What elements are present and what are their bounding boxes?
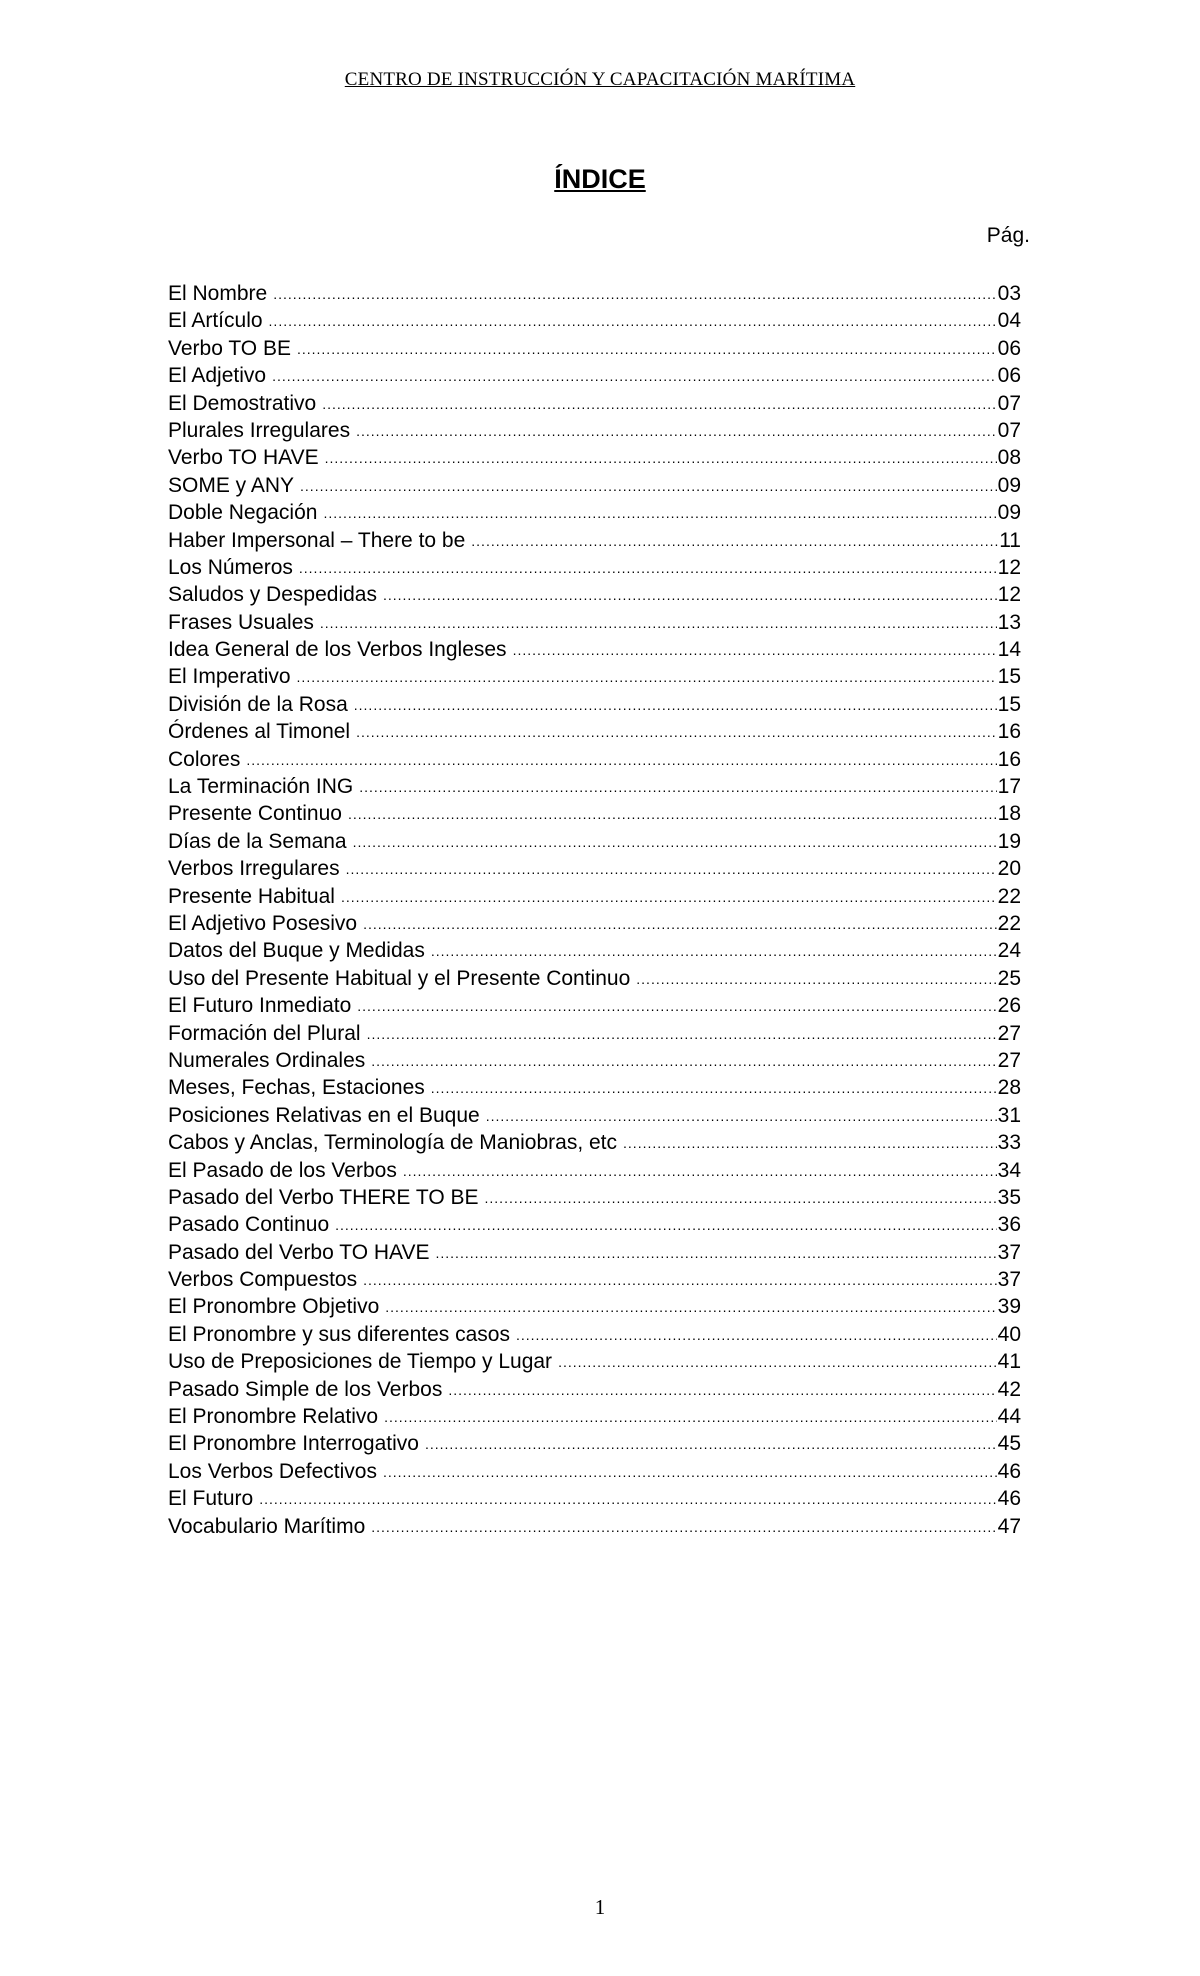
- toc-entry-page: 13: [997, 610, 1021, 634]
- toc-dot-leader: [363, 911, 997, 937]
- toc-entry-page: 11: [999, 528, 1021, 552]
- toc-dot-leader: [341, 884, 997, 910]
- toc-dot-leader: [363, 1267, 997, 1293]
- toc-entry: [168, 965, 1021, 992]
- toc-entry-title: Vocabulario Marítimo: [168, 1514, 366, 1538]
- toc-dot-leader: [323, 500, 996, 526]
- toc-dot-leader: [272, 363, 997, 389]
- toc-entry: [168, 800, 1021, 827]
- toc-entry-page: 17: [997, 775, 1021, 799]
- toc-dot-leader: [354, 692, 997, 718]
- toc-entry-title: Plurales Irregulares: [168, 418, 351, 442]
- page-column-label: Pág.: [986, 224, 1030, 247]
- toc-entry: [168, 307, 1021, 334]
- toc-entry: [168, 718, 1021, 745]
- toc-entry-page: 06: [997, 336, 1021, 360]
- toc-entry: [168, 280, 1021, 307]
- toc-dot-leader: [485, 1185, 997, 1211]
- toc-entry-title: Presente Habitual: [168, 884, 335, 908]
- toc-dot-leader: [403, 1158, 997, 1184]
- toc-dot-leader: [636, 966, 996, 992]
- toc-entry-page: 25: [997, 966, 1021, 990]
- toc-entry-page: 16: [997, 720, 1021, 744]
- toc-entry-title: Posiciones Relativas en el Buque: [168, 1103, 480, 1127]
- toc-entry-page: 34: [997, 1158, 1021, 1182]
- toc-entry-title: Verbo TO BE: [168, 336, 291, 360]
- toc-entry-page: 22: [997, 911, 1021, 935]
- toc-entry: [168, 417, 1021, 444]
- toc-entry-title: Órdenes al Timonel: [168, 720, 351, 744]
- toc-entry: [168, 883, 1021, 910]
- toc-entry: [168, 992, 1021, 1019]
- toc-entry-title: Formación del Plural: [168, 1021, 361, 1045]
- toc-entry: [168, 362, 1021, 389]
- toc-dot-leader: [431, 938, 997, 964]
- toc-entry: [168, 1211, 1021, 1238]
- toc-entry-title: Colores: [168, 747, 241, 771]
- toc-dot-leader: [269, 308, 997, 334]
- toc-entry: [168, 1513, 1021, 1540]
- toc-entry: [168, 1184, 1021, 1211]
- toc-entry-page: 19: [997, 829, 1021, 853]
- toc-entry-title: El Nombre: [168, 282, 268, 305]
- toc-entry-page: 35: [997, 1185, 1021, 1209]
- toc-entry-title: El Pronombre y sus diferentes casos: [168, 1322, 510, 1346]
- toc-entry-title: Uso de Preposiciones de Tiempo y Lugar: [168, 1350, 553, 1374]
- toc-entry-page: 46: [997, 1459, 1021, 1483]
- toc-entry-page: 42: [997, 1377, 1021, 1401]
- toc-entry-page: 14: [997, 638, 1021, 662]
- toc-dot-leader: [383, 1459, 997, 1485]
- toc-entry-title: Doble Negación: [168, 501, 318, 525]
- toc-entry: [168, 444, 1021, 471]
- toc-entry-page: 08: [997, 446, 1021, 470]
- toc-entry: [168, 554, 1021, 581]
- toc-entry-title: El Pronombre Objetivo: [168, 1295, 380, 1319]
- toc-entry-title: Pasado del Verbo TO HAVE: [168, 1240, 430, 1264]
- toc-entry-page: 27: [997, 1021, 1021, 1045]
- toc-entry-title: Cabos y Anclas, Terminología de Maniobras, etc: [168, 1131, 618, 1155]
- toc-entry-page: 27: [997, 1048, 1021, 1072]
- footer-page-number: 1: [594, 1895, 606, 1919]
- toc-entry-page: 09: [997, 473, 1021, 497]
- toc-entry-page: 07: [997, 418, 1021, 442]
- toc-dot-leader: [357, 993, 996, 1019]
- toc-dot-leader: [623, 1130, 997, 1156]
- toc-dot-leader: [371, 1048, 996, 1074]
- toc-dot-leader: [486, 1103, 997, 1129]
- toc-entry-page: 33: [997, 1131, 1021, 1155]
- toc-entry-page: 22: [997, 884, 1021, 908]
- toc-entry: [168, 390, 1021, 417]
- document-header: CENTRO DE INSTRUCCIÓN Y CAPACITACIÓN MARÍTIMA: [344, 69, 856, 90]
- toc-dot-leader: [425, 1431, 997, 1457]
- toc-entry: [168, 1266, 1021, 1293]
- toc-entry-page: 44: [997, 1405, 1021, 1429]
- toc-entry: [168, 335, 1021, 362]
- toc-dot-leader: [346, 856, 997, 882]
- toc-entry: [168, 1102, 1021, 1129]
- toc-entry-title: Días de la Semana: [168, 829, 347, 853]
- toc-dot-leader: [300, 473, 997, 499]
- toc-dot-leader: [356, 719, 997, 745]
- toc-entry: [168, 472, 1021, 499]
- toc-dot-leader: [371, 1514, 996, 1540]
- toc-dot-leader: [322, 391, 996, 417]
- toc-entry-page: 26: [997, 994, 1021, 1018]
- toc-entry-title: El Pronombre Relativo: [168, 1405, 379, 1429]
- toc-entry-page: 45: [997, 1432, 1021, 1456]
- toc-entry: [168, 1430, 1021, 1457]
- toc-dot-leader: [259, 1486, 996, 1512]
- toc-entry-title: Presente Continuo: [168, 802, 342, 826]
- toc-dot-leader: [367, 1021, 997, 1047]
- toc-entry-page: 12: [997, 583, 1021, 607]
- toc-entry: [168, 1074, 1021, 1101]
- toc-entry: [168, 527, 1021, 554]
- toc-entry-title: Numerales Ordinales: [168, 1048, 366, 1072]
- toc-dot-leader: [273, 281, 996, 307]
- toc-dot-leader: [385, 1294, 996, 1320]
- toc-dot-leader: [513, 637, 997, 663]
- toc-entry: [168, 609, 1021, 636]
- toc-dot-leader: [471, 528, 998, 554]
- toc-entry-page: 24: [997, 939, 1021, 963]
- toc-entry-title: La Terminación ING: [168, 775, 354, 799]
- toc-entry: [168, 1485, 1021, 1512]
- toc-entry: [168, 1376, 1021, 1403]
- toc-entry-page: 36: [997, 1213, 1021, 1237]
- toc-entry: [168, 691, 1021, 718]
- toc-dot-leader: [558, 1349, 997, 1375]
- toc-entry-title: Pasado del Verbo THERE TO BE: [168, 1185, 479, 1209]
- toc-entry-page: 47: [997, 1514, 1021, 1538]
- toc-entry: [168, 499, 1021, 526]
- toc-dot-leader: [297, 664, 997, 690]
- toc-entry: [168, 937, 1021, 964]
- toc-entry-page: 20: [997, 857, 1021, 881]
- toc-entry: [168, 1157, 1021, 1184]
- toc-dot-leader: [359, 774, 996, 800]
- toc-entry: [168, 746, 1021, 773]
- toc-entry-title: El Futuro Inmediato: [168, 994, 352, 1018]
- toc-entry-title: Datos del Buque y Medidas: [168, 939, 425, 963]
- toc-entry: [168, 855, 1021, 882]
- toc-entry-page: 09: [997, 501, 1021, 525]
- toc-entry: [168, 636, 1021, 663]
- toc-entry-page: 39: [997, 1295, 1021, 1319]
- toc-entry-page: 31: [997, 1103, 1021, 1127]
- toc-entry-title: Verbo TO HAVE: [168, 446, 319, 470]
- toc-entry-title: El Imperativo: [168, 665, 291, 689]
- toc-entry-page: 40: [997, 1322, 1021, 1346]
- toc-entry-title: El Pasado de los Verbos: [168, 1158, 397, 1182]
- toc-dot-leader: [297, 336, 997, 362]
- toc-dot-leader: [353, 829, 997, 855]
- toc-entry-title: Haber Impersonal – There to be: [168, 528, 466, 552]
- toc-entry-page: 15: [997, 692, 1021, 716]
- toc-entry-page: 37: [997, 1240, 1021, 1264]
- toc-entry-title: Verbos Compuestos: [168, 1268, 358, 1292]
- toc-dot-leader: [384, 1404, 997, 1430]
- toc-entry: [168, 1403, 1021, 1430]
- toc-entry-page: 07: [997, 391, 1021, 415]
- toc-dot-leader: [348, 801, 997, 827]
- table-of-contents: [168, 280, 1021, 1540]
- toc-entry-title: Pasado Continuo: [168, 1213, 330, 1237]
- toc-dot-leader: [246, 747, 996, 773]
- toc-dot-leader: [436, 1240, 997, 1266]
- toc-entry: [168, 1293, 1021, 1320]
- toc-entry-page: 16: [997, 747, 1021, 771]
- toc-entry: [168, 1348, 1021, 1375]
- toc-entry-page: 03: [997, 282, 1021, 305]
- toc-entry-title: Verbos Irregulares: [168, 857, 340, 881]
- toc-entry: [168, 1129, 1021, 1156]
- toc-entry: [168, 773, 1021, 800]
- toc-entry-title: El Adjetivo Posesivo: [168, 911, 358, 935]
- toc-entry-page: 41: [997, 1350, 1021, 1374]
- toc-dot-leader: [431, 1075, 997, 1101]
- toc-entry-page: 46: [997, 1487, 1021, 1511]
- toc-dot-leader: [356, 418, 997, 444]
- toc-entry-title: El Pronombre Interrogativo: [168, 1432, 419, 1456]
- toc-entry-title: División de la Rosa: [168, 692, 348, 716]
- toc-entry-page: 12: [997, 555, 1021, 579]
- toc-entry: [168, 1239, 1021, 1266]
- toc-dot-leader: [299, 555, 997, 581]
- toc-dot-leader: [325, 445, 997, 471]
- toc-entry: [168, 1321, 1021, 1348]
- toc-entry-page: 04: [997, 309, 1021, 333]
- toc-entry-title: El Demostrativo: [168, 391, 317, 415]
- toc-dot-leader: [516, 1322, 997, 1348]
- toc-entry: [168, 910, 1021, 937]
- toc-dot-leader: [448, 1377, 996, 1403]
- toc-entry: [168, 663, 1021, 690]
- toc-entry-title: Meses, Fechas, Estaciones: [168, 1076, 425, 1100]
- toc-entry-title: El Adjetivo: [168, 364, 267, 388]
- toc-entry-title: Pasado Simple de los Verbos: [168, 1377, 443, 1401]
- page-title: ÍNDICE: [554, 164, 646, 194]
- toc-entry: [168, 581, 1021, 608]
- toc-entry: [168, 828, 1021, 855]
- toc-entry-page: 06: [997, 364, 1021, 388]
- toc-entry: [168, 1020, 1021, 1047]
- toc-entry-title: Los Números: [168, 555, 293, 579]
- toc-entry-page: 37: [997, 1268, 1021, 1292]
- toc-entry-title: Idea General de los Verbos Ingleses: [168, 638, 507, 662]
- toc-entry-title: Uso del Presente Habitual y el Presente Continuo: [168, 966, 631, 990]
- toc-entry-title: Frases Usuales: [168, 610, 314, 634]
- toc-entry: [168, 1458, 1021, 1485]
- toc-entry-title: El Futuro: [168, 1487, 254, 1511]
- toc-dot-leader: [383, 582, 997, 608]
- toc-dot-leader: [320, 610, 997, 636]
- toc-entry-title: SOME y ANY: [168, 473, 295, 497]
- toc-entry-page: 18: [997, 802, 1021, 826]
- toc-entry-page: 15: [997, 665, 1021, 689]
- toc-entry-title: Saludos y Despedidas: [168, 583, 377, 607]
- toc-entry-title: Los Verbos Defectivos: [168, 1459, 377, 1483]
- toc-entry: [168, 1047, 1021, 1074]
- toc-entry-page: 28: [997, 1076, 1021, 1100]
- toc-entry-title: El Artículo: [168, 309, 263, 333]
- toc-dot-leader: [335, 1212, 997, 1238]
